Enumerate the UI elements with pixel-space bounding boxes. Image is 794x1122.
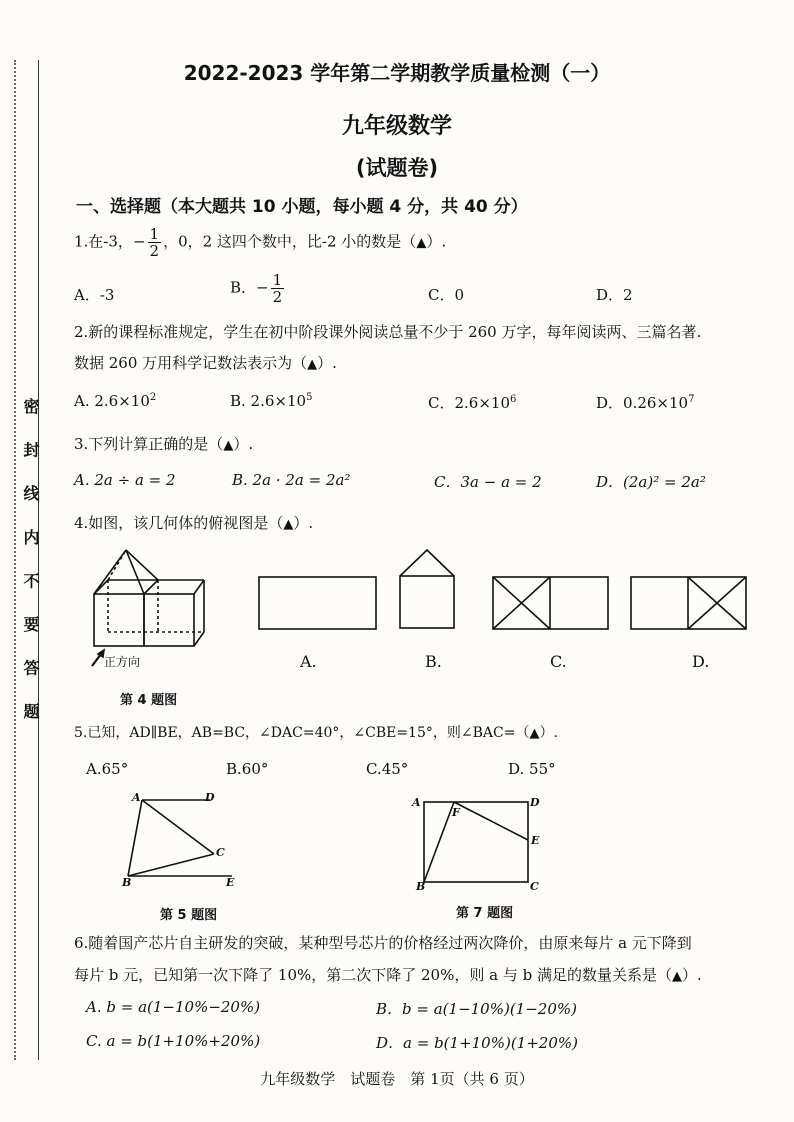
- q4-option-a-drawing: [258, 576, 378, 630]
- fig5-point-b: B: [122, 876, 132, 889]
- figure-5: [120, 790, 240, 890]
- q5-option-c: C.45°: [366, 760, 409, 778]
- binding-notice: 密 封 线 内 不 要 答 题: [21, 398, 40, 730]
- direction-label: 正方向: [104, 655, 141, 669]
- q3-option-d: D．(2a)² = 2a²: [596, 473, 706, 491]
- q2-option-b: B. $2.6\times 10^5$: [230, 392, 313, 410]
- exam-title: 2022-2023 学年第二学期教学质量检测（一）: [183, 61, 611, 85]
- question-3-stem: 3.下列计算正确的是（▲）.: [74, 435, 254, 453]
- figure-7-caption: 第 7 题图: [456, 906, 514, 921]
- q4-label-b: B.: [425, 652, 442, 671]
- q6-option-c: C. a = b(1+10%+20%): [86, 1032, 261, 1050]
- q4-label-c: C.: [550, 652, 567, 671]
- q4-option-b-drawing: [398, 548, 458, 630]
- figure-7: [418, 796, 538, 888]
- question-2-line-2: 数据 260 万用科学记数法表示为（▲）.: [74, 354, 337, 372]
- q1-option-d: D．2: [596, 286, 633, 304]
- question-4-stem: 4.如图，该几何体的俯视图是（▲）.: [74, 514, 314, 532]
- question-6-line-2: 每片 b 元，已知第一次下降了 10%，第二次下降了 20%，则 a 与 b 满足的数量关系是（▲）.: [74, 966, 702, 984]
- q2-option-d: D．$0.26\times 10^7$: [596, 394, 695, 412]
- fig7-point-d: D: [530, 796, 540, 809]
- question-2-line-1: 2.新的课程标准规定，学生在初中阶段课外阅读总量不少于 260 万字，每年阅读两、三篇名著.: [74, 323, 702, 341]
- subject-title: 九年级数学: [341, 114, 452, 139]
- paper-type: (试题卷): [355, 156, 439, 180]
- q1-option-c: C．0: [428, 286, 465, 304]
- q2-option-a: A. $2.6\times 10^2$: [74, 392, 157, 410]
- q6-option-d: D．a = b(1+10%)(1+20%): [376, 1034, 578, 1052]
- q5-option-b: B.60°: [226, 760, 269, 778]
- fig7-point-c: C: [530, 880, 539, 893]
- fig5-point-e: E: [226, 876, 235, 889]
- fig7-point-a: A: [412, 796, 421, 809]
- page-footer: 九年级数学 试题卷 第 1页（共 6 页）: [260, 1070, 534, 1088]
- q3-option-a: A. 2a ÷ a = 2: [74, 471, 176, 489]
- figure-5-caption: 第 5 题图: [160, 908, 218, 923]
- q6-option-b: B．b = a(1−10%)(1−20%): [376, 1000, 577, 1018]
- fig5-point-c: C: [216, 846, 225, 859]
- fig7-point-e: E: [531, 834, 540, 847]
- question-6-line-1: 6.随着国产芯片自主研发的突破，某种型号芯片的价格经过两次降价，由原来每片 a 元下降到: [74, 934, 692, 952]
- q4-option-d-drawing: [630, 576, 748, 630]
- fig7-point-b: B: [416, 880, 426, 893]
- question-1-stem: 1.在-3，− $\frac{1}{2}$ ，0，2 这四个数中，比-2 小的数是（▲）.: [74, 225, 447, 260]
- q4-solid-figure: [86, 548, 216, 668]
- q3-option-c: C．3a − a = 2: [434, 473, 542, 491]
- q4-option-c-drawing: [492, 576, 610, 630]
- fig5-point-d: D: [205, 791, 215, 804]
- figure-4-caption: 第 4 题图: [120, 693, 178, 708]
- q3-option-b: B. 2a · 2a = 2a²: [232, 471, 351, 489]
- fraction: $\frac{1}{2}$: [149, 225, 160, 260]
- q5-option-d: D. 55°: [508, 760, 556, 778]
- question-5-stem: 5.已知，AD∥BE，AB=BC，∠DAC=40°，∠CBE=15°，则∠BAC=（▲）.: [74, 725, 558, 741]
- q1-option-a: A．-3: [74, 286, 115, 304]
- fig5-point-a: A: [132, 791, 141, 804]
- q5-option-a: A.65°: [86, 760, 129, 778]
- q4-label-a: A.: [300, 652, 317, 671]
- section-heading: 一、选择题（本大题共 10 小题，每小题 4 分，共 40 分）: [76, 197, 528, 217]
- q6-option-a: A. b = a(1−10%−20%): [86, 998, 261, 1016]
- q1-option-b: B．− $\frac{1}{2}$: [230, 271, 283, 306]
- q2-option-c: C．$2.6\times 10^6$: [428, 394, 517, 412]
- fig7-point-f: F: [452, 806, 460, 819]
- answer-marker: ▲: [416, 235, 427, 251]
- q4-label-d: D.: [692, 652, 710, 671]
